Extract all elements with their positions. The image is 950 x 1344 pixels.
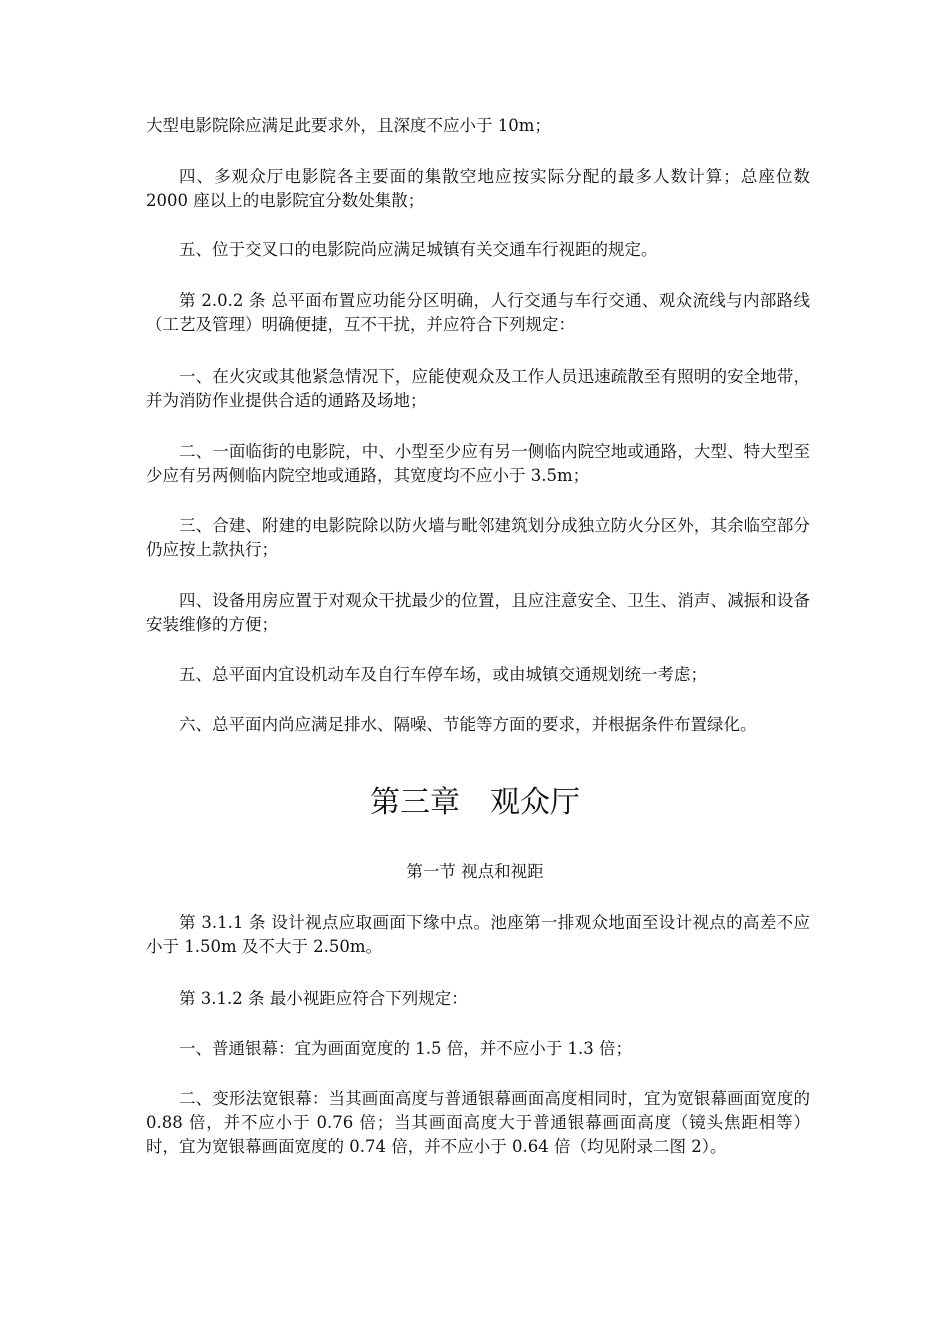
paragraph-item-3-firewall: 三、合建、附建的电影院除以防火墙与毗邻建筑划分成独立防火分区外，其余临空部分仍应按上款执行； <box>146 516 810 559</box>
paragraph-clause-4-dispersal: 四、多观众厅电影院各主要面的集散空地应按实际分配的最多人数计算；总座位数 2000 座以上的电影院宜分数处集散； <box>146 167 810 210</box>
chapter-title: 第三章 观众厅 <box>370 785 580 820</box>
paragraph-item-1-normal-screen: 一、普通银幕：宜为画面宽度的 1.5 倍，并不应小于 1.3 倍； <box>179 1039 632 1058</box>
paragraph-clause-5-intersection: 五、位于交叉口的电影院尚应满足城镇有关交通车行视距的规定。 <box>179 240 658 259</box>
paragraph-item-1-evacuation: 一、在火灾或其他紧急情况下，应能使观众及工作人员迅速疏散至有照明的安全地带，并为消防作业提供合适的通路及场地； <box>146 367 810 410</box>
paragraph-item-4-equipment: 四、设备用房应置于对观众干扰最少的位置，且应注意安全、卫生、消声、减振和设备安装维修的方便； <box>146 591 810 634</box>
paragraph-item-2-widescreen: 二、变形法宽银幕：当其画面高度与普通银幕画面高度相同时，宜为宽银幕画面宽度的 0.88 倍，并不应小于 0.76 倍；当其画面高度大于普通银幕画面高度（镜头焦距相等）时，宜为宽银幕画面宽度的 0.74 倍，并不应小于 0.64 倍（均见附录二图 2）。 <box>146 1089 810 1156</box>
section-title: 第一节 视点和视距 <box>406 862 544 881</box>
paragraph-article-3-1-1: 第 3.1.1 条 设计视点应取画面下缘中点。池座第一排观众地面至设计视点的高差不应小于 1.50m 及不大于 2.50m。 <box>146 913 810 956</box>
paragraph-depth-requirement: 大型电影院除应满足此要求外，且深度不应小于 10m； <box>146 116 551 135</box>
paragraph-item-5-parking: 五、总平面内宜设机动车及自行车停车场，或由城镇交通规划统一考虑； <box>179 665 707 684</box>
paragraph-article-3-1-2: 第 3.1.2 条 最小视距应符合下列规定： <box>179 989 468 1008</box>
paragraph-item-6-drainage: 六、总平面内尚应满足排水、隔噪、节能等方面的要求，并根据条件布置绿化。 <box>179 715 757 734</box>
paragraph-item-2-street: 二、一面临街的电影院，中、小型至少应有另一侧临内院空地或通路，大型、特大型至少应有另两侧临内院空地或通路，其宽度均不应小于 3.5m； <box>146 442 810 485</box>
paragraph-article-2-0-2: 第 2.0.2 条 总平面布置应功能分区明确，人行交通与车行交通、观众流线与内部路线（工艺及管理）明确便捷，互不干扰，并应符合下列规定： <box>146 291 810 334</box>
